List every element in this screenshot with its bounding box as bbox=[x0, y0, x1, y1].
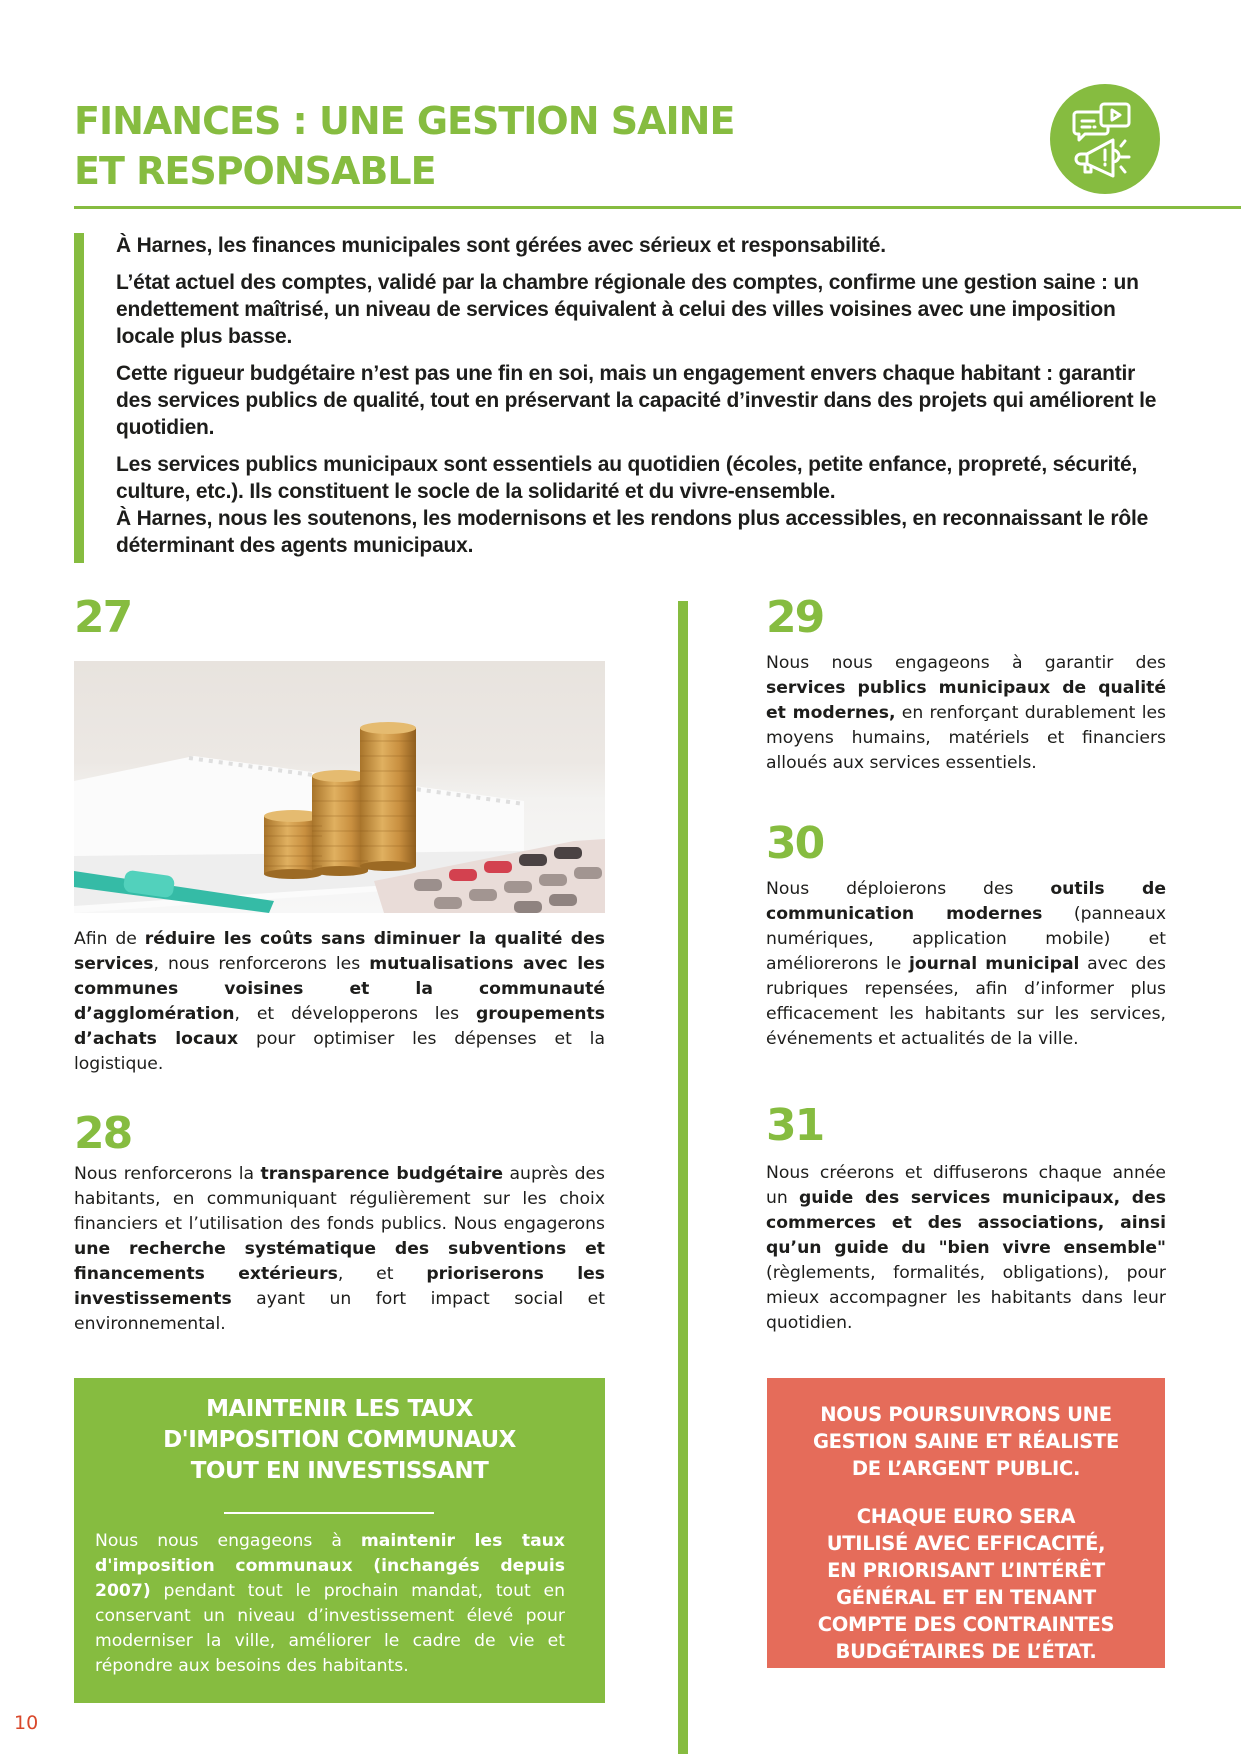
commitment-number-29: 29 bbox=[766, 592, 824, 643]
callout-paragraph: NOUS POURSUIVRONS UNE GESTION SAINE ET RÉALISTE DE L’ARGENT PUBLIC. bbox=[812, 1403, 1120, 1480]
tax-rates-callout bbox=[74, 1378, 605, 1703]
intro-text bbox=[116, 232, 1168, 559]
page-title-line-2: ET RESPONSABLE bbox=[74, 149, 436, 193]
communication-megaphone-icon bbox=[1050, 84, 1160, 194]
callout-title: MAINTENIR LES TAUX D'IMPOSITION COMMUNAUX TOUT EN INVESTISSANT bbox=[163, 1396, 516, 1484]
page-number: 10 bbox=[14, 1712, 39, 1734]
commitment-number-31: 31 bbox=[766, 1100, 824, 1151]
commitment-number-28: 28 bbox=[74, 1108, 132, 1159]
page-title-line-1: FINANCES : UNE GESTION SAINE bbox=[74, 99, 735, 143]
intro-accent-bar bbox=[74, 233, 84, 563]
commitment-text-30: Nous déploierons des outils de communication modernes (panneaux numériques, application mobile) et améliorerons le journal municipal avec des rubriques repensées, afin d’informer plus efficacement les habitants sur les services, événements et actualités de la ville. bbox=[766, 879, 1167, 1049]
column-divider bbox=[678, 601, 688, 1754]
callout-text: Nous nous engageons à maintenir les taux d'imposition communaux (inchangés depuis 2007) pendant tout le prochain mandat, tout en conservant un niveau d’investissement élevé pour moderniser la ville, améliorer le cadre de vie et répondre aux besoins des habitants. bbox=[95, 1531, 565, 1676]
intro-paragraph: L’état actuel des comptes, validé par la chambre régionale des comptes, confirme une gestion saine : un endettement maîtrisé, un niveau de services équivalent à celui des villes voisines avec une imposition locale plus basse. bbox=[116, 271, 1139, 348]
page-title bbox=[74, 96, 794, 196]
intro-paragraph: À Harnes, les finances municipales sont gérées avec sérieux et responsabilité. bbox=[116, 234, 886, 257]
commitment-text-28: Nous renforcerons la transparence budgétaire auprès des habitants, en communiquant régulièrement sur les choix financiers et l’utilisation des fonds publics. Nous engagerons une recherche systématique des subventions et financements extérieurs, et prioriserons les investissements ayant un fort impact social et environnemental. bbox=[74, 1164, 606, 1334]
commitment-text-31: Nous créerons et diffuserons chaque année un guide des services municipaux, des commerces et des associations, ainsi qu’un guide du "bien vivre ensemble" (règlements, formalités, obligations), pour mieux accompagner les habitants dans leur quotidien. bbox=[766, 1163, 1166, 1333]
public-money-callout bbox=[767, 1378, 1165, 1668]
coins-calculator-photo bbox=[74, 661, 605, 913]
callout-paragraph: CHAQUE EURO SERA UTILISÉ AVEC EFFICACITÉ, EN PRIORISANT L’INTÉRÊT GÉNÉRAL ET EN TENANT COMPTE DES CONTRAINTES BUDGÉTAIRES DE L’ÉTAT. bbox=[817, 1505, 1115, 1663]
commitment-text-29: Nous nous engageons à garantir des services publics municipaux de qualité et modernes, en renforçant durablement les moyens humains, matériels et financiers alloués aux services essentiels. bbox=[766, 653, 1166, 773]
intro-paragraph: Les services publics municipaux sont essentiels au quotidien (écoles, petite enfance, propreté, sécurité, culture, etc.). Ils constituent le socle de la solidarité et du vivre-ensemble. bbox=[116, 453, 1138, 503]
intro-paragraph: Cette rigueur budgétaire n’est pas une fin en soi, mais un engagement envers chaque habitant : garantir des services publics de qualité, tout en préservant la capacité d’investir dans des projets qui améliorent le quotidien. bbox=[116, 362, 1157, 439]
coin-stack-tall bbox=[360, 722, 416, 871]
commitment-number-27: 27 bbox=[74, 592, 132, 643]
intro-paragraph: À Harnes, nous les soutenons, les modernisons et les rendons plus accessibles, en reconnaissant le rôle déterminant des agents municipaux. bbox=[116, 507, 1149, 557]
callout-divider bbox=[224, 1512, 434, 1514]
commitment-text-27: Afin de réduire les coûts sans diminuer la qualité des services, nous renforcerons les mutualisations avec les communes voisines et la communauté d’agglomération, et développerons les groupements d’achats locaux pour optimiser les dépenses et la logistique. bbox=[74, 929, 605, 1074]
commitment-number-30: 30 bbox=[766, 818, 824, 869]
header-divider bbox=[74, 206, 1241, 209]
